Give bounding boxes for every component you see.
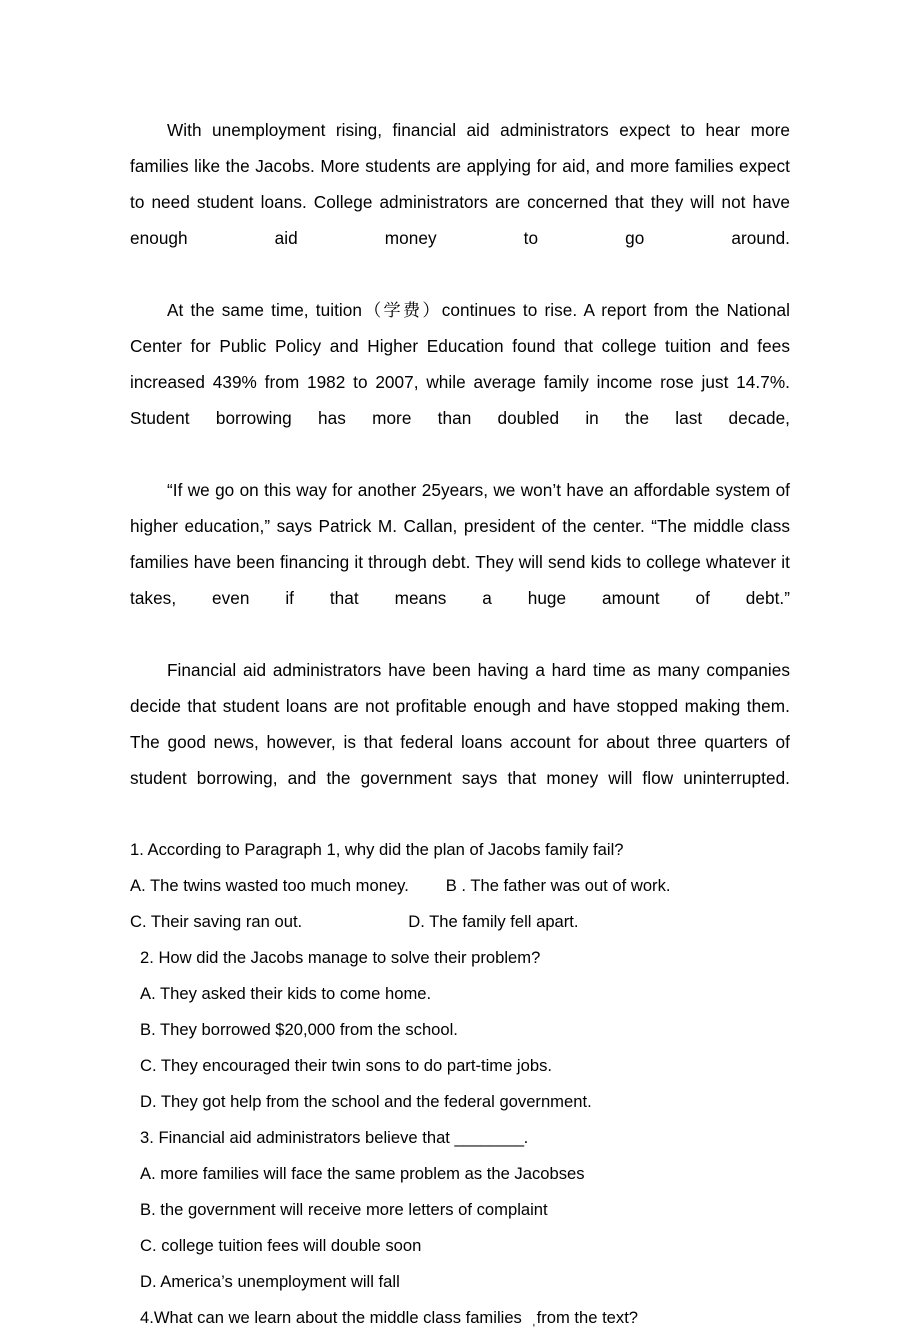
- question-2-option-d[interactable]: D. They got help from the school and the federal government.: [140, 1092, 592, 1111]
- question-1-option-d[interactable]: D. The family fell apart.: [408, 912, 579, 931]
- question-3-option-c[interactable]: C. college tuition fees will double soon: [140, 1236, 422, 1255]
- passage-paragraph-3: “If we go on this way for another 25years, we won’t have an affordable system of higher education,” says Patrick M. Callan, president of the center. “The middle class families have been financing it through debt. They will send kids to college whatever it takes, even if that means a huge amount of debt.”: [130, 480, 790, 608]
- question-3-option-b[interactable]: B. the government will receive more letters of complaint: [140, 1200, 548, 1219]
- question-1-options-row-2: [130, 904, 790, 940]
- question-1-stem: 1. According to Paragraph 1, why did the plan of Jacobs family fail?: [130, 840, 624, 859]
- passage-paragraph-4: Financial aid administrators have been having a hard time as many companies decide that student loans are not profitable enough and have stopped making them. The good news, however, is that federal loans account for about three quarters of student borrowing, and the government says that money will flow uninterrupted.: [130, 660, 790, 788]
- question-3-option-d[interactable]: D. America’s unemployment will fall: [140, 1272, 400, 1291]
- question-1-option-a[interactable]: A. The twins wasted too much money.: [130, 876, 409, 895]
- question-3-option-a[interactable]: A. more families will face the same problem as the Jacobses: [140, 1164, 585, 1183]
- column-gap: [409, 876, 446, 895]
- page-content: [130, 112, 790, 1336]
- column-gap: [302, 912, 408, 931]
- question-2-option-b[interactable]: B. They borrowed $20,000 from the school.: [140, 1020, 458, 1039]
- question-4-stem: 4.What can we learn about the middle class families ˌfrom the text?: [140, 1308, 639, 1327]
- question-3-answer-blank[interactable]: ________: [454, 1128, 524, 1147]
- question-1-options-row-1: [130, 868, 790, 904]
- question-2-option-c[interactable]: C. They encouraged their twin sons to do part-time jobs.: [140, 1056, 552, 1075]
- passage-paragraph-2: At the same time, tuition（学费）continues to rise. A report from the National Center for Public Policy and Higher Education found that college tuition and fees increased 439% from 1982 to 2007, while average family income rose just 14.7%. Student borrowing has more than doubled in the last decade,: [130, 300, 790, 428]
- question-3-stem-suffix: .: [523, 1128, 529, 1147]
- question-2-option-a[interactable]: A. They asked their kids to come home.: [140, 984, 432, 1003]
- passage-paragraph-1: With unemployment rising, financial aid administrators expect to hear more families like the Jacobs. More students are applying for aid, and more families expect to need student loans. College administrators are concerned that they will not have enough aid money to go around.: [130, 120, 790, 248]
- question-1-option-b[interactable]: B . The father was out of work.: [445, 876, 671, 895]
- question-3-stem-prefix: 3. Financial aid administrators believe that: [140, 1128, 455, 1147]
- question-3-stem: [130, 1120, 790, 1156]
- question-1-option-c[interactable]: C. Their saving ran out.: [130, 912, 303, 931]
- question-2-stem: 2. How did the Jacobs manage to solve their problem?: [140, 948, 541, 967]
